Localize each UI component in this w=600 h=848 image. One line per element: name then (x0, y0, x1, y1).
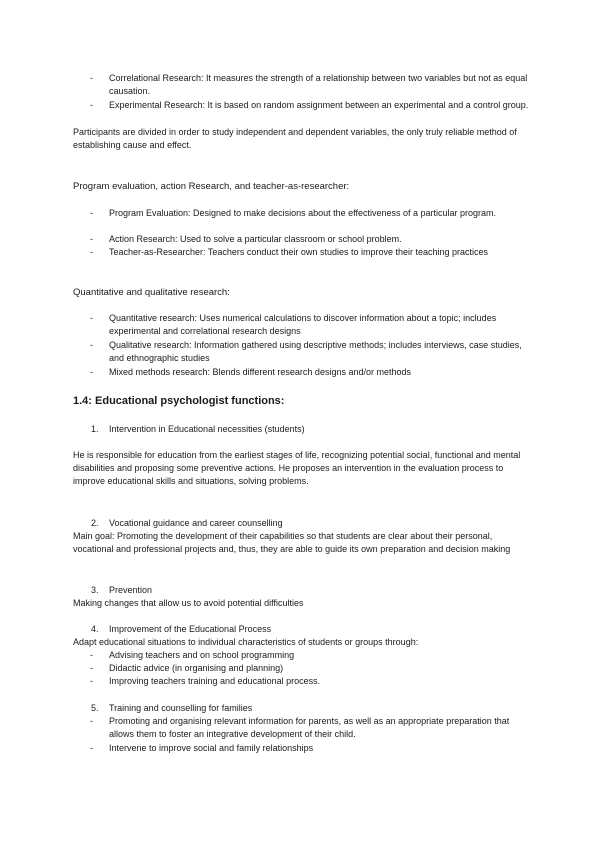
function-body: Adapt educational situations to individual characteristics of students or groups through: (73, 637, 419, 647)
function-title: Improvement of the Educational Process (109, 624, 272, 634)
list-marker: - (90, 208, 93, 218)
quant-heading: Quantitative and qualitative research: (73, 287, 230, 298)
list-item-text: Teacher-as-Researcher: Teachers conduct their own studies to improve their teaching practices (109, 247, 489, 257)
list-marker: - (90, 676, 93, 686)
item-number: 1. (91, 424, 99, 434)
item-number: 3. (91, 585, 99, 595)
list-marker: - (90, 313, 93, 323)
list-item-text: Mixed methods research: Blends different research designs and/or methods (109, 367, 411, 377)
function-body: Making changes that allow us to avoid potential difficulties (73, 598, 304, 608)
list-item-text: Quantitative research: Uses numerical calculations to discover information about a topic; includes experimental and correlational research designs (109, 313, 497, 336)
list-marker: - (90, 663, 93, 673)
list-marker: - (90, 367, 93, 377)
list-item-text: Improving teachers training and educational process. (109, 676, 321, 686)
list-item-text: Action Research: Used to solve a particular classroom or school problem. (109, 234, 402, 244)
list-item-text: Experimental Research: It is based on random assignment between an experimental and a control group. (109, 100, 529, 110)
item-number: 5. (91, 703, 99, 713)
list-item-text: Intervene to improve social and family relationships (109, 743, 314, 753)
function-title: Training and counselling for families (109, 703, 253, 713)
list-item-text: Qualitative research: Information gathered using descriptive methods; includes interviews, case studies, and ethnographic studies (109, 340, 522, 363)
list-marker: - (90, 650, 93, 660)
list-marker: - (90, 247, 93, 257)
list-marker: - (90, 73, 93, 83)
list-item-text: Didactic advice (in organising and planning) (109, 663, 284, 673)
item-number: 2. (91, 518, 99, 528)
list-item-text: Correlational Research: It measures the strength of a relationship between two variables but not as equal causation. (109, 73, 528, 96)
intro-paragraph: Participants are divided in order to study independent and dependent variables, the only truly reliable method of establishing cause and effect. (73, 127, 517, 150)
function-title: Vocational guidance and career counselling (109, 518, 283, 528)
section-title: 1.4: Educational psychologist functions: (73, 395, 285, 407)
list-marker: - (90, 743, 93, 753)
program-heading: Program evaluation, action Research, and teacher-as-researcher: (73, 181, 350, 192)
list-marker: - (90, 716, 93, 726)
function-body: He is responsible for education from the earliest stages of life, recognizing potential social, functional and mental disabilities and proposing some preventive actions. He proposes an intervention in the evaluation process to improve educational skills and situations, solving problems. (73, 450, 521, 486)
list-marker: - (90, 234, 93, 244)
list-marker: - (90, 100, 93, 110)
function-title: Prevention (109, 585, 153, 595)
item-number: 4. (91, 624, 99, 634)
list-item-text: Advising teachers and on school programming (109, 650, 295, 660)
list-item-text: Promoting and organising relevant information for parents, as well as an appropriate preparation that allows them to foster an integrative development of their child. (109, 716, 510, 739)
list-item-text: Program Evaluation: Designed to make decisions about the effectiveness of a particular program. (109, 208, 497, 218)
function-body: Main goal: Promoting the development of their capabilities so that students are clear about their personal, vocational and professional projects and, thus, they are able to guide its own preparation and decision making (73, 531, 511, 554)
function-title: Intervention in Educational necessities (students) (109, 424, 305, 434)
list-marker: - (90, 340, 93, 350)
